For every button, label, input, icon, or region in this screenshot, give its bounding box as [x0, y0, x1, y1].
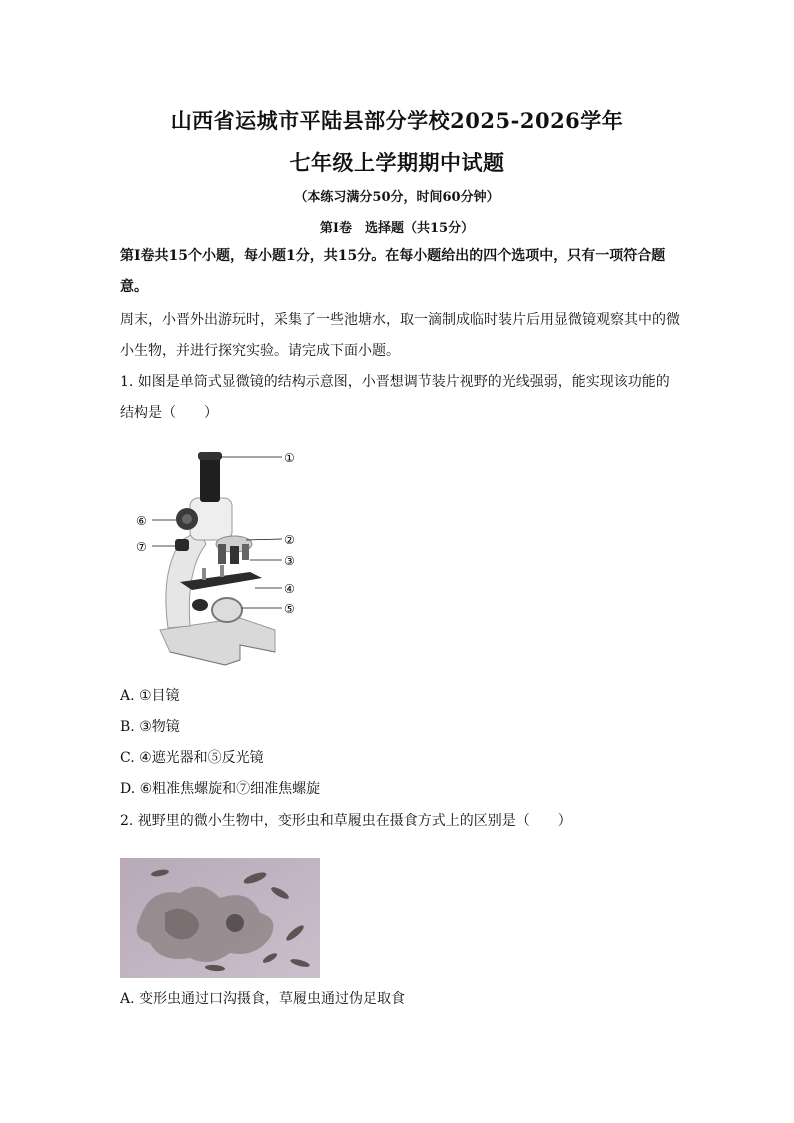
label-2: ② [284, 533, 295, 547]
section-title: 第Ⅰ卷 选择题（共15分） [319, 221, 475, 236]
q1-option-d: D. ⑥粗准焦螺旋和⑦细准焦螺旋 [120, 781, 321, 797]
title-line-1: 山西省运城市平陆县部分学校2025-2026学年 [170, 108, 624, 133]
label-3: ③ [284, 554, 295, 568]
exam-info: （本练习满分50分，时间60分钟） [294, 190, 500, 205]
label-5: ⑤ [284, 602, 295, 616]
title-line-2: 七年级上学期期中试题 [289, 150, 505, 175]
question-2-stem: 2. 视野里的微小生物中，变形虫和草履虫在摄食方式上的区别是（ ） [120, 813, 572, 829]
instructions: 第Ⅰ卷共15个小题，每小题1分，共15分。在每小题给出的四个选项中，只有一项符合题意。 [120, 248, 666, 295]
q1-option-b: B. ③物镜 [120, 719, 180, 735]
q1-option-a: A. ①目镜 [120, 688, 180, 704]
microscope-figure [130, 440, 320, 670]
label-4: ④ [284, 582, 295, 596]
question-1-stem: 1. 如图是单筒式显微镜的结构示意图，小晋想调节装片视野的光线强弱，能实现该功能的结构是（ ） [120, 374, 670, 421]
q1-option-c: C. ④遮光器和⑤反光镜 [120, 750, 264, 766]
label-6: ⑥ [136, 514, 147, 528]
label-7: ⑦ [136, 540, 147, 554]
label-1: ① [284, 451, 295, 465]
q2-option-a: A. 变形虫通过口沟摄食，草履虫通过伪足取食 [120, 991, 406, 1007]
micrograph-image [120, 858, 320, 978]
scenario-text: 周末，小晋外出游玩时，采集了一些池塘水，取一滴制成临时装片后用显微镜观察其中的微小生物，并进行探究实验。请完成下面小题。 [120, 312, 680, 359]
